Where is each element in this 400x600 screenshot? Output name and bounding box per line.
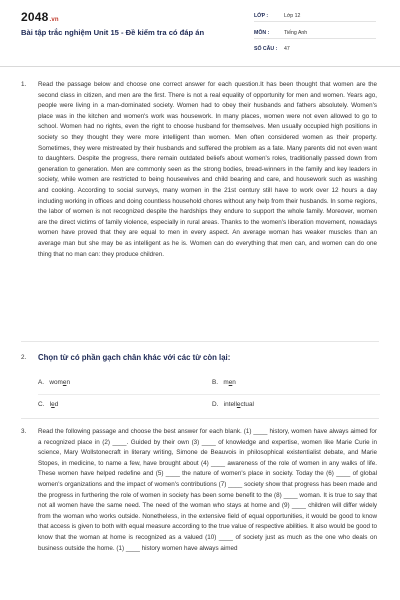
question-number: 1. — [21, 81, 27, 88]
meta-key: LỚP : — [254, 13, 269, 19]
meta-divider — [254, 21, 376, 22]
question-text: Read the passage below and choose one correct answer for each question.It has been thought that women are the second class in citizen, and men are the first. There is not a real equality of opportunity for men and women. Years ago, people were living in a man-dominated society. Women had to obey their husbands and fathers absolutely. Women's place was in the kitchen and women's work was housework. In many places, women were not even allowed to go to school. Women had no rights, even the right to choose husband for themselves. Men usually occupied high positions in society so they thought they were more intelligent than women. Men often considered women as their property. Sometimes, they were mistreated by their husbands and suffered the problem as a fate. Many parents did not even want to daughters. Despite the progress, there remain outdated beliefs about women's roles, traditionally passed down from generation to generation. Men are commonly seen as the strong bodies, bread-winners in the family and key leaders in society, while women are restricted to being housewives and child bearing and care, and housework such as washing and cooking. According to social surveys, many women in the 21st century still have to work over 12 hours a day including working in offices and doing countless household chores without any help from their husbands. In some regions, the labor of women is not recognized despite the hardships they endure to support the whole family. Moreover, women are the direct victims of family violence, especially in rural areas. Thanks to the women's liberation movement, nowadays women have proved that they are equal to men in every aspect. An average woman has weaker muscles than an average man but she may be as intelligent as he is. Women can do everything that men can, and women can do one thing that no man can: they produce children. — [38, 81, 377, 258]
logo-suffix: .vn — [49, 17, 59, 23]
options-divider — [38, 394, 380, 395]
option-letter: C. — [38, 401, 45, 408]
logo-text: 2048 — [21, 10, 49, 24]
meta-key: SỐ CÂU : — [254, 46, 278, 52]
option-text-post: n — [66, 379, 70, 386]
option-text-post: d — [54, 401, 59, 408]
option-letter: A. — [38, 379, 45, 386]
header-divider — [0, 66, 400, 67]
option-c[interactable] — [38, 401, 58, 408]
meta-value: Tiếng Anh — [284, 30, 308, 36]
option-underlined: e — [62, 379, 67, 386]
option-letter: B. — [212, 379, 219, 386]
option-underlined: e — [51, 401, 55, 408]
question-number: 2. — [21, 354, 27, 361]
option-text-post: n — [232, 379, 236, 386]
option-underlined: e — [228, 379, 233, 386]
question-text: Read the following passage and choose the best answer for each blank. (1) ____ history, women have always aimed for a recognized place in (2) ____. Guided by their own (3) ____ of knowledge and expertise, women like Marie Curie in science, Mary Wollstonecraft in literary writing, Simone de Beauvois in philosophical existentialist debate, and Marie Stopes, in medicine, to name a few, have brought about (4) ____ awareness of the role of women in any walks of life. These women have helped redefine and (5) ____ the nature of women's place in society. Today the (6) ____ of global women's organizations and the impact of women's contributions (7) ____ society show that progress has been made and the progress in furthering the role of women in society has been some benefit to the (8) ____ woman. It is true to say that not all women have the same need. The need of the woman who stays at home and (9) ____ children will differ widely from the woman who works outside. Nonetheless, in the extensive field of equal opportunities, it would be good to know that access is given to both with equal measure according to the true value of respective abilities. It also would be good to know that the woman at home is recognized as a valued (10) ____ of society just as much as the one who deals on business outside the home. (1) ____ history women have always aimed — [38, 428, 377, 552]
option-text-pre: m — [223, 379, 229, 386]
site-logo[interactable] — [21, 10, 59, 24]
page-header — [0, 0, 400, 66]
option-text-pre: l — [49, 401, 52, 408]
meta-value: Lớp 12 — [284, 13, 301, 19]
question-divider — [21, 341, 379, 342]
option-d[interactable] — [212, 401, 254, 408]
option-text-pre: intell — [223, 401, 237, 408]
option-a[interactable] — [38, 379, 70, 386]
question-2-title: Chọn từ có phần gạch chân khác với các từ còn lại: — [38, 353, 231, 362]
meta-value: 47 — [284, 46, 290, 52]
option-text-pre: wom — [49, 379, 63, 386]
meta-divider — [254, 38, 376, 39]
question-divider — [21, 418, 379, 419]
option-underlined: e — [236, 401, 241, 408]
option-b[interactable] — [212, 379, 236, 386]
meta-key: MÔN : — [254, 30, 270, 36]
question-number: 3. — [21, 428, 27, 435]
page-title: Bài tập trắc nghiệm Unit 15 - Đề kiểm tra có đáp án — [21, 28, 205, 37]
option-letter: D. — [212, 401, 219, 408]
option-text-post: ctual — [240, 401, 254, 408]
